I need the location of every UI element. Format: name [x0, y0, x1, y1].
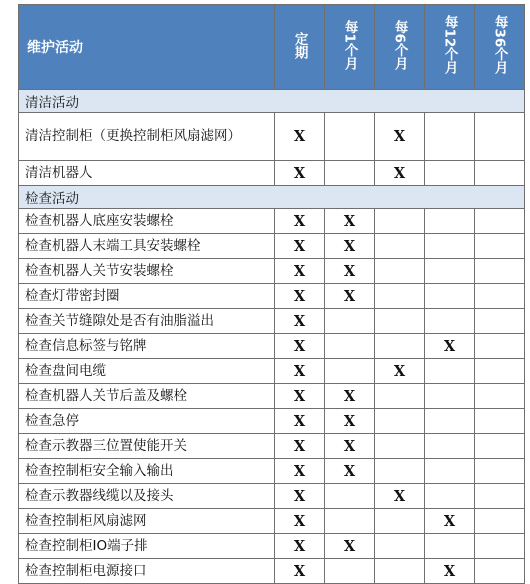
empty-cell	[475, 259, 525, 284]
check-mark-cell: X	[275, 534, 325, 559]
check-mark-cell: X	[325, 534, 375, 559]
check-mark-cell: X	[275, 459, 325, 484]
check-mark-cell: X	[375, 359, 425, 384]
empty-cell	[475, 309, 525, 334]
activity-cell: 检查控制柜电源接口	[19, 559, 275, 584]
empty-cell	[325, 359, 375, 384]
check-mark-cell: X	[275, 334, 325, 359]
table-row	[19, 559, 525, 584]
empty-cell	[375, 309, 425, 334]
empty-cell	[325, 161, 375, 186]
check-mark-cell: X	[275, 484, 325, 509]
section-row	[19, 186, 525, 209]
check-mark-cell: X	[275, 209, 325, 234]
activity-cell: 检查机器人末端工具安装螺栓	[19, 234, 275, 259]
table-row	[19, 359, 525, 384]
activity-cell: 检查控制柜安全输入输出	[19, 459, 275, 484]
check-mark-cell: X	[275, 113, 325, 161]
empty-cell	[475, 234, 525, 259]
check-mark-cell: X	[325, 459, 375, 484]
empty-cell	[375, 559, 425, 584]
check-mark-cell: X	[425, 334, 475, 359]
empty-cell	[375, 534, 425, 559]
empty-cell	[325, 334, 375, 359]
interval-header-1-month	[325, 5, 375, 90]
check-mark-cell: X	[375, 113, 425, 161]
check-mark-cell: X	[275, 434, 325, 459]
table-row	[19, 509, 525, 534]
table-row	[19, 284, 525, 309]
check-mark-cell: X	[275, 384, 325, 409]
check-mark-cell: X	[375, 484, 425, 509]
table-row	[19, 459, 525, 484]
check-mark-cell: X	[425, 509, 475, 534]
empty-cell	[425, 161, 475, 186]
empty-cell	[475, 459, 525, 484]
table-row	[19, 234, 525, 259]
empty-cell	[475, 484, 525, 509]
activity-cell: 检查信息标签与铭牌	[19, 334, 275, 359]
check-mark-cell: X	[325, 259, 375, 284]
table-row	[19, 259, 525, 284]
interval-header-periodic	[275, 5, 325, 90]
empty-cell	[325, 113, 375, 161]
empty-cell	[375, 209, 425, 234]
empty-cell	[425, 459, 475, 484]
empty-cell	[325, 509, 375, 534]
table-row	[19, 161, 525, 186]
empty-cell	[475, 209, 525, 234]
empty-cell	[475, 409, 525, 434]
check-mark-cell: X	[425, 559, 475, 584]
empty-cell	[475, 359, 525, 384]
check-mark-cell: X	[275, 309, 325, 334]
activity-cell: 检查机器人关节后盖及螺栓	[19, 384, 275, 409]
interval-header-label: 每36个月	[491, 15, 508, 75]
empty-cell	[375, 334, 425, 359]
activity-cell: 检查灯带密封圈	[19, 284, 275, 309]
interval-header-12-months	[425, 5, 475, 90]
empty-cell	[425, 113, 475, 161]
interval-header-36-months	[475, 5, 525, 90]
check-mark-cell: X	[325, 434, 375, 459]
check-mark-cell: X	[375, 161, 425, 186]
activity-cell: 检查控制柜IO端子排	[19, 534, 275, 559]
check-mark-cell: X	[275, 409, 325, 434]
activity-cell: 检查示教器三位置使能开关	[19, 434, 275, 459]
empty-cell	[325, 559, 375, 584]
empty-cell	[425, 484, 475, 509]
activity-cell: 检查机器人底座安装螺栓	[19, 209, 275, 234]
empty-cell	[425, 284, 475, 309]
empty-cell	[475, 384, 525, 409]
maintenance-activity-header: 维护活动	[19, 5, 275, 90]
table-row	[19, 409, 525, 434]
empty-cell	[425, 384, 475, 409]
check-mark-cell: X	[275, 359, 325, 384]
interval-header-label: 每1个月	[341, 20, 358, 70]
table-row	[19, 209, 525, 234]
activity-cell: 检查关节缝隙处是否有油脂溢出	[19, 309, 275, 334]
table-row	[19, 384, 525, 409]
interval-header-6-months	[375, 5, 425, 90]
empty-cell	[475, 334, 525, 359]
empty-cell	[475, 559, 525, 584]
activity-cell: 检查控制柜风扇滤网	[19, 509, 275, 534]
empty-cell	[425, 234, 475, 259]
check-mark-cell: X	[325, 384, 375, 409]
activity-cell: 检查机器人关节安装螺栓	[19, 259, 275, 284]
activity-cell: 检查急停	[19, 409, 275, 434]
empty-cell	[425, 259, 475, 284]
section-row	[19, 90, 525, 113]
empty-cell	[375, 459, 425, 484]
empty-cell	[425, 309, 475, 334]
interval-header-label: 每12个月	[441, 15, 458, 75]
empty-cell	[375, 284, 425, 309]
empty-cell	[375, 234, 425, 259]
empty-cell	[375, 434, 425, 459]
empty-cell	[375, 509, 425, 534]
table-row	[19, 113, 525, 161]
empty-cell	[475, 284, 525, 309]
activity-cell: 检查示教器线缆以及接头	[19, 484, 275, 509]
empty-cell	[475, 113, 525, 161]
check-mark-cell: X	[325, 234, 375, 259]
check-mark-cell: X	[325, 409, 375, 434]
table-row	[19, 434, 525, 459]
empty-cell	[325, 309, 375, 334]
table-row	[19, 484, 525, 509]
empty-cell	[425, 409, 475, 434]
maintenance-schedule-table	[18, 4, 525, 584]
check-mark-cell: X	[275, 284, 325, 309]
empty-cell	[425, 534, 475, 559]
empty-cell	[475, 434, 525, 459]
check-mark-cell: X	[325, 284, 375, 309]
check-mark-cell: X	[275, 559, 325, 584]
table-row	[19, 334, 525, 359]
empty-cell	[425, 209, 475, 234]
table-row	[19, 309, 525, 334]
check-mark-cell: X	[275, 234, 325, 259]
check-mark-cell: X	[275, 509, 325, 534]
check-mark-cell: X	[325, 209, 375, 234]
section-title: 清洁活动	[19, 90, 525, 113]
empty-cell	[475, 509, 525, 534]
check-mark-cell: X	[275, 259, 325, 284]
activity-cell: 清洁控制柜（更换控制柜风扇滤网）	[19, 113, 275, 161]
empty-cell	[375, 384, 425, 409]
empty-cell	[325, 484, 375, 509]
activity-cell: 清洁机器人	[19, 161, 275, 186]
empty-cell	[475, 161, 525, 186]
interval-header-label: 定期	[291, 31, 308, 59]
table-row	[19, 534, 525, 559]
empty-cell	[375, 259, 425, 284]
empty-cell	[425, 434, 475, 459]
section-title: 检查活动	[19, 186, 525, 209]
empty-cell	[425, 359, 475, 384]
schedule-body	[19, 90, 525, 584]
empty-cell	[375, 409, 425, 434]
activity-cell: 检查盘间电缆	[19, 359, 275, 384]
empty-cell	[475, 534, 525, 559]
check-mark-cell: X	[275, 161, 325, 186]
header-row	[19, 5, 525, 90]
interval-header-label: 每6个月	[391, 20, 408, 70]
